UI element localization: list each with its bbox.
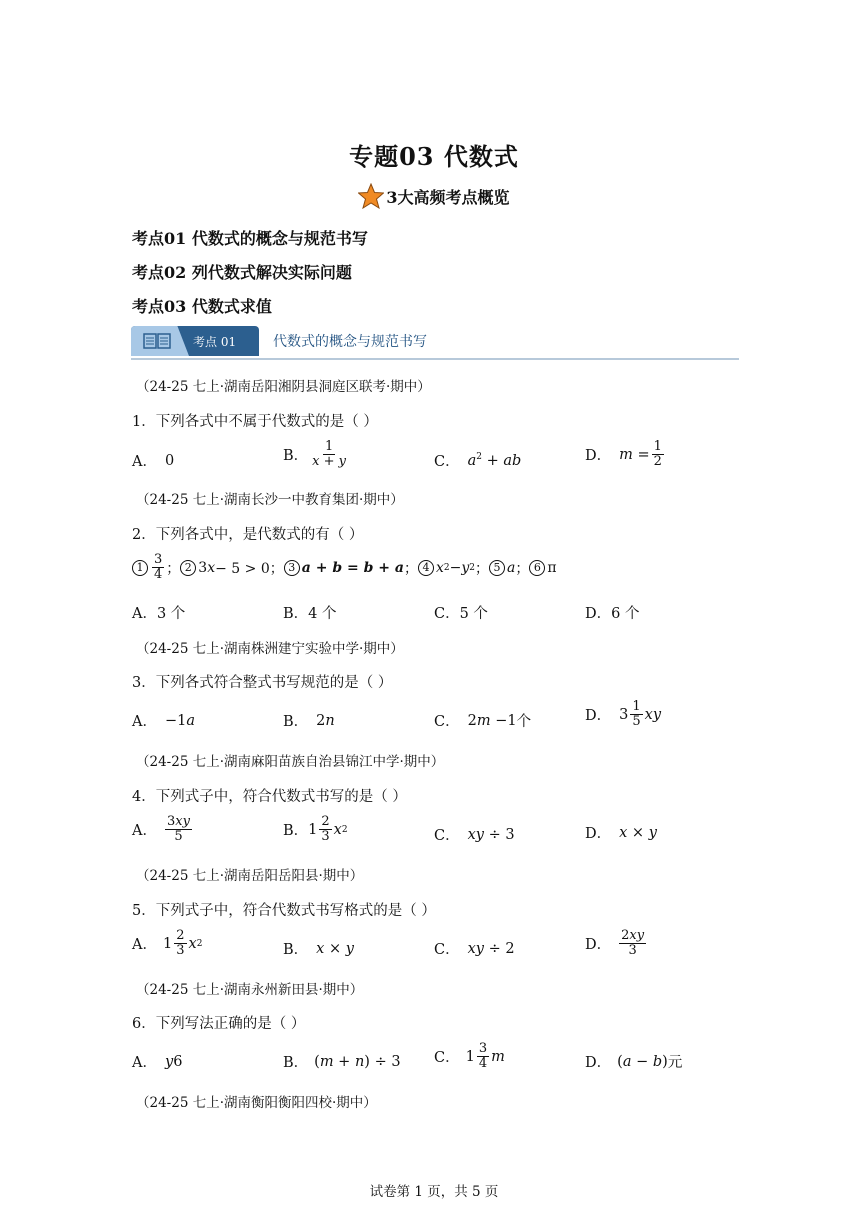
kaodian-3: 考点03 代数式求值 xyxy=(132,297,272,316)
question-4-option-a: A． $\frac{3xy}{5}$ xyxy=(132,814,190,845)
page-title: 专题03 代数式 xyxy=(349,142,519,171)
question-5-option-a: A． 1 $\frac{2}{3}$ x 2 xyxy=(132,928,203,959)
question-1-stem: 1．下列各式中不属于代数式的是（ ） xyxy=(132,414,378,430)
banner-tab-label: 考点 01 xyxy=(193,335,237,349)
page-footer: 试卷第 1 页，共 5 页 xyxy=(369,1184,499,1200)
overview-heading xyxy=(0,183,868,209)
question-3-option-a: A． −1a xyxy=(132,712,196,730)
question-1-option-a: A． 0 xyxy=(132,452,175,470)
question-3-stem: 3．下列各式符合整式书写规范的是（ ） xyxy=(132,675,393,691)
question-5-source: （24-25 七上·湖南岳阳岳阳县·期中） xyxy=(136,868,364,884)
question-2-source: （24-25 七上·湖南长沙一中教育集团·期中） xyxy=(136,492,404,508)
question-1-source: （24-25 七上·湖南岳阳湘阴县洞庭区联考·期中） xyxy=(136,379,431,395)
question-6-option-d: D． (a − b) 元 xyxy=(585,1053,683,1071)
question-2-expressions: 1 $\frac{3}{4}$ ； 2 3 x − 5 > 0； 3 a + b = b + a ； 4 x 2 − y 2 ； 5 a ； 6 π xyxy=(132,553,557,583)
question-2-option-b: B．4 个 xyxy=(283,606,337,622)
question-3-option-b: B． 2n xyxy=(283,712,335,730)
question-5-stem: 5．下列式子中，符合代数式书写格式的是（ ） xyxy=(132,903,436,919)
kaodian-2: 考点02 列代数式解决实际问题 xyxy=(132,263,352,282)
question-1-option-c: C． $a^2$ + ab xyxy=(434,452,522,470)
star-icon xyxy=(358,183,384,209)
question-1-option-d: D． m = $\frac{1}{2}$ xyxy=(585,439,662,470)
question-2-option-d: D．6 个 xyxy=(585,606,640,622)
question-5-option-d: D． $\frac{2xy}{3}$ xyxy=(585,928,645,959)
question-6-option-b: B． (m + n) ÷ 3 xyxy=(283,1053,401,1071)
question-3-option-d: D． 3 $\frac{1}{5}$ xy xyxy=(585,699,662,730)
question-4-option-c: C． xy ÷ 3 xyxy=(434,826,515,844)
section-banner xyxy=(131,326,739,362)
question-4-stem: 4．下列式子中，符合代数式书写的是（ ） xyxy=(132,789,407,805)
banner-divider xyxy=(131,358,739,360)
question-5-option-b: B． x × y xyxy=(283,940,354,958)
question-2-stem: 2．下列各式中，是代数式的有（ ） xyxy=(132,527,364,543)
question-6-option-c: C． 1 $\frac{3}{4}$ m xyxy=(434,1041,505,1072)
question-3-source: （24-25 七上·湖南株洲建宁实验中学·期中） xyxy=(136,641,404,657)
question-5-option-c: C． xy ÷ 2 xyxy=(434,940,515,958)
question-4-source: （24-25 七上·湖南麻阳苗族自治县锦江中学·期中） xyxy=(136,754,445,770)
question-7-source: （24-25 七上·湖南衡阳衡阳四校·期中） xyxy=(136,1095,377,1111)
question-4-option-b: B． 1 $\frac{2}{3}$ x 2 xyxy=(283,814,348,845)
question-6-source: （24-25 七上·湖南永州新田县·期中） xyxy=(136,982,364,998)
question-3-option-c: C． 2m −1 个 xyxy=(434,712,532,730)
question-2-option-c: C．5 个 xyxy=(434,606,488,622)
question-6-stem: 6．下列写法正确的是（ ） xyxy=(132,1016,306,1032)
kaodian-1: 考点01 代数式的概念与规范书写 xyxy=(132,229,368,248)
banner-heading: 代数式的概念与规范书写 xyxy=(273,334,427,350)
overview-text: 3大高频考点概览 xyxy=(386,187,510,207)
question-6-option-a: A． y6 xyxy=(132,1053,183,1071)
question-2-option-a: A．3 个 xyxy=(132,606,186,622)
question-1-option-b: B． $\frac{1}{x + y}$ xyxy=(283,439,347,470)
book-icon xyxy=(143,333,171,349)
question-4-option-d: D． x × y xyxy=(585,824,657,842)
